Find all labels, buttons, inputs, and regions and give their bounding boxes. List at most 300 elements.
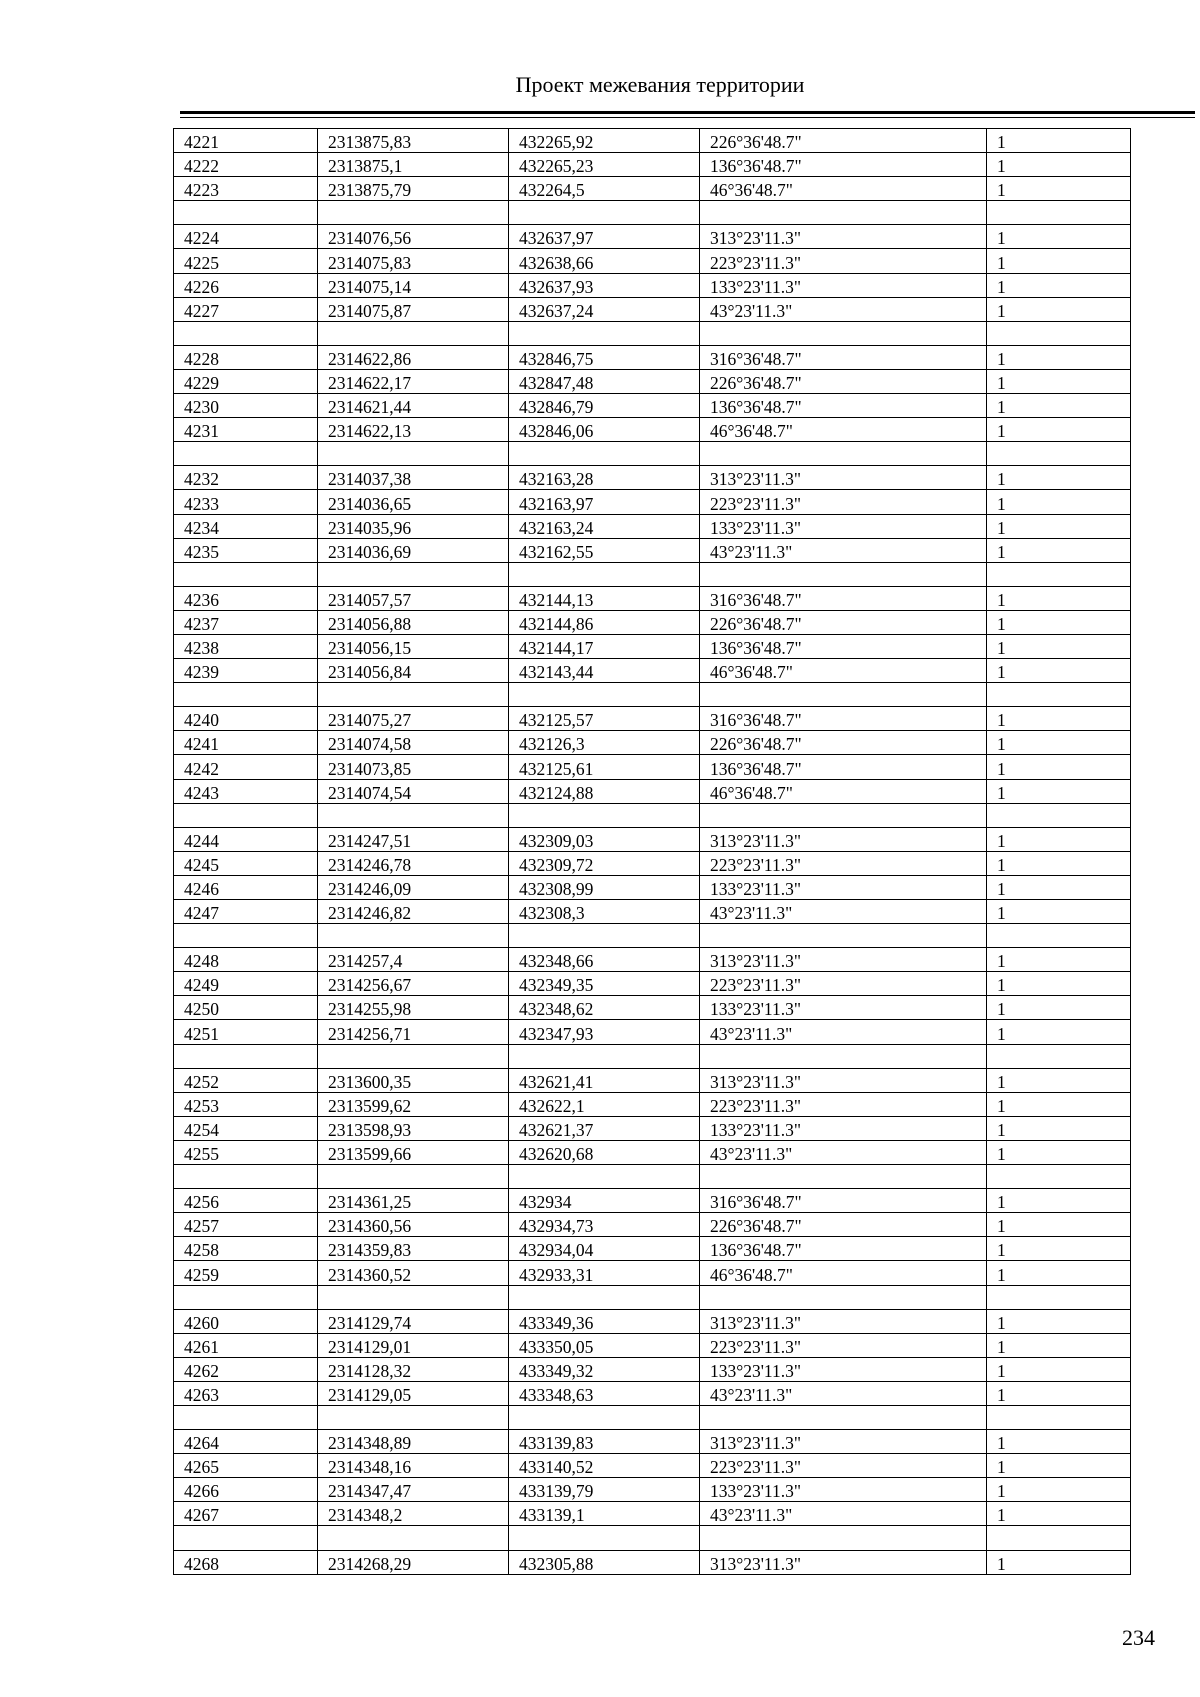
value-cell bbox=[987, 1165, 1131, 1189]
table-row bbox=[174, 1092, 1131, 1116]
point-number-cell: 4235 bbox=[174, 538, 318, 562]
y-coordinate-cell: 433139,83 bbox=[509, 1430, 700, 1454]
value-cell: 1 bbox=[987, 1020, 1131, 1044]
table-row bbox=[174, 1068, 1131, 1092]
direction-angle-cell: 133°23'11.3" bbox=[700, 273, 987, 297]
x-coordinate-cell: 2314268,29 bbox=[318, 1550, 509, 1574]
x-coordinate-cell: 2314076,56 bbox=[318, 225, 509, 249]
x-coordinate-cell: 2314129,74 bbox=[318, 1309, 509, 1333]
y-coordinate-cell: 432144,86 bbox=[509, 610, 700, 634]
value-cell: 1 bbox=[987, 1309, 1131, 1333]
x-coordinate-cell: 2314360,56 bbox=[318, 1213, 509, 1237]
value-cell: 1 bbox=[987, 707, 1131, 731]
direction-angle-cell: 136°36'48.7" bbox=[700, 634, 987, 658]
y-coordinate-cell: 433348,63 bbox=[509, 1381, 700, 1405]
point-number-cell: 4262 bbox=[174, 1357, 318, 1381]
point-number-cell: 4237 bbox=[174, 610, 318, 634]
direction-angle-cell: 313°23'11.3" bbox=[700, 948, 987, 972]
y-coordinate-cell: 433349,32 bbox=[509, 1357, 700, 1381]
y-coordinate-cell: 432934,73 bbox=[509, 1213, 700, 1237]
x-coordinate-cell: 2314075,27 bbox=[318, 707, 509, 731]
separator-row bbox=[174, 562, 1131, 586]
direction-angle-cell: 223°23'11.3" bbox=[700, 1454, 987, 1478]
point-number-cell: 4225 bbox=[174, 249, 318, 273]
x-coordinate-cell: 2314128,32 bbox=[318, 1357, 509, 1381]
y-coordinate-cell: 432846,79 bbox=[509, 394, 700, 418]
value-cell: 1 bbox=[987, 514, 1131, 538]
point-number-cell: 4239 bbox=[174, 659, 318, 683]
y-coordinate-cell: 432309,72 bbox=[509, 851, 700, 875]
direction-angle-cell bbox=[700, 1526, 987, 1550]
x-coordinate-cell bbox=[318, 683, 509, 707]
table-row bbox=[174, 1502, 1131, 1526]
y-coordinate-cell: 432265,23 bbox=[509, 153, 700, 177]
value-cell: 1 bbox=[987, 875, 1131, 899]
x-coordinate-cell: 2314074,54 bbox=[318, 779, 509, 803]
value-cell: 1 bbox=[987, 249, 1131, 273]
y-coordinate-cell: 432144,17 bbox=[509, 634, 700, 658]
x-coordinate-cell: 2313598,93 bbox=[318, 1116, 509, 1140]
y-coordinate-cell: 432847,48 bbox=[509, 369, 700, 393]
point-number-cell: 4261 bbox=[174, 1333, 318, 1357]
y-coordinate-cell: 432163,24 bbox=[509, 514, 700, 538]
point-number-cell: 4267 bbox=[174, 1502, 318, 1526]
y-coordinate-cell: 432143,44 bbox=[509, 659, 700, 683]
direction-angle-cell: 316°36'48.7" bbox=[700, 707, 987, 731]
point-number-cell bbox=[174, 562, 318, 586]
direction-angle-cell: 46°36'48.7" bbox=[700, 779, 987, 803]
value-cell: 1 bbox=[987, 731, 1131, 755]
point-number-cell: 4244 bbox=[174, 827, 318, 851]
direction-angle-cell: 313°23'11.3" bbox=[700, 1068, 987, 1092]
point-number-cell: 4231 bbox=[174, 418, 318, 442]
table-row bbox=[174, 225, 1131, 249]
x-coordinate-cell bbox=[318, 1526, 509, 1550]
table-row bbox=[174, 972, 1131, 996]
direction-angle-cell: 46°36'48.7" bbox=[700, 177, 987, 201]
y-coordinate-cell: 432305,88 bbox=[509, 1550, 700, 1574]
value-cell bbox=[987, 1405, 1131, 1429]
y-coordinate-cell: 432637,24 bbox=[509, 297, 700, 321]
value-cell: 1 bbox=[987, 490, 1131, 514]
x-coordinate-cell bbox=[318, 1405, 509, 1429]
point-number-cell: 4266 bbox=[174, 1478, 318, 1502]
x-coordinate-cell bbox=[318, 442, 509, 466]
direction-angle-cell: 136°36'48.7" bbox=[700, 1237, 987, 1261]
value-cell: 1 bbox=[987, 900, 1131, 924]
y-coordinate-cell bbox=[509, 321, 700, 345]
table-row bbox=[174, 1189, 1131, 1213]
value-cell: 1 bbox=[987, 1357, 1131, 1381]
direction-angle-cell: 133°23'11.3" bbox=[700, 875, 987, 899]
table-row bbox=[174, 466, 1131, 490]
y-coordinate-cell: 432163,28 bbox=[509, 466, 700, 490]
point-number-cell: 4234 bbox=[174, 514, 318, 538]
table-row bbox=[174, 394, 1131, 418]
coordinates-table-body bbox=[174, 129, 1131, 1575]
point-number-cell bbox=[174, 1044, 318, 1068]
direction-angle-cell bbox=[700, 924, 987, 948]
x-coordinate-cell bbox=[318, 924, 509, 948]
direction-angle-cell: 43°23'11.3" bbox=[700, 1502, 987, 1526]
table-row bbox=[174, 948, 1131, 972]
x-coordinate-cell: 2314361,25 bbox=[318, 1189, 509, 1213]
x-coordinate-cell: 2313875,83 bbox=[318, 129, 509, 153]
table-row bbox=[174, 731, 1131, 755]
direction-angle-cell: 223°23'11.3" bbox=[700, 1333, 987, 1357]
value-cell bbox=[987, 683, 1131, 707]
y-coordinate-cell: 432934,04 bbox=[509, 1237, 700, 1261]
value-cell: 1 bbox=[987, 394, 1131, 418]
value-cell: 1 bbox=[987, 273, 1131, 297]
y-coordinate-cell: 432125,57 bbox=[509, 707, 700, 731]
x-coordinate-cell: 2314073,85 bbox=[318, 755, 509, 779]
x-coordinate-cell: 2314056,88 bbox=[318, 610, 509, 634]
direction-angle-cell: 313°23'11.3" bbox=[700, 1430, 987, 1454]
point-number-cell: 4232 bbox=[174, 466, 318, 490]
y-coordinate-cell bbox=[509, 1405, 700, 1429]
page-number: 234 bbox=[1122, 1625, 1155, 1650]
direction-angle-cell bbox=[700, 442, 987, 466]
x-coordinate-cell: 2314622,13 bbox=[318, 418, 509, 442]
y-coordinate-cell: 432163,97 bbox=[509, 490, 700, 514]
y-coordinate-cell: 433139,79 bbox=[509, 1478, 700, 1502]
y-coordinate-cell: 433349,36 bbox=[509, 1309, 700, 1333]
separator-row bbox=[174, 201, 1131, 225]
y-coordinate-cell bbox=[509, 442, 700, 466]
x-coordinate-cell: 2313599,62 bbox=[318, 1092, 509, 1116]
point-number-cell: 4236 bbox=[174, 586, 318, 610]
y-coordinate-cell: 433140,52 bbox=[509, 1454, 700, 1478]
table-row bbox=[174, 345, 1131, 369]
table-row bbox=[174, 610, 1131, 634]
value-cell: 1 bbox=[987, 827, 1131, 851]
table-row bbox=[174, 273, 1131, 297]
y-coordinate-cell bbox=[509, 803, 700, 827]
value-cell: 1 bbox=[987, 297, 1131, 321]
y-coordinate-cell: 432622,1 bbox=[509, 1092, 700, 1116]
table-row bbox=[174, 1333, 1131, 1357]
point-number-cell: 4241 bbox=[174, 731, 318, 755]
point-number-cell: 4255 bbox=[174, 1140, 318, 1164]
y-coordinate-cell: 432126,3 bbox=[509, 731, 700, 755]
direction-angle-cell: 46°36'48.7" bbox=[700, 418, 987, 442]
x-coordinate-cell bbox=[318, 1165, 509, 1189]
x-coordinate-cell: 2314257,4 bbox=[318, 948, 509, 972]
value-cell: 1 bbox=[987, 177, 1131, 201]
point-number-cell: 4256 bbox=[174, 1189, 318, 1213]
point-number-cell bbox=[174, 1405, 318, 1429]
direction-angle-cell bbox=[700, 683, 987, 707]
point-number-cell: 4264 bbox=[174, 1430, 318, 1454]
direction-angle-cell: 313°23'11.3" bbox=[700, 827, 987, 851]
table-row bbox=[174, 153, 1131, 177]
point-number-cell bbox=[174, 1165, 318, 1189]
value-cell: 1 bbox=[987, 1189, 1131, 1213]
point-number-cell: 4254 bbox=[174, 1116, 318, 1140]
x-coordinate-cell: 2314037,38 bbox=[318, 466, 509, 490]
x-coordinate-cell: 2314347,47 bbox=[318, 1478, 509, 1502]
direction-angle-cell: 43°23'11.3" bbox=[700, 1140, 987, 1164]
x-coordinate-cell: 2314360,52 bbox=[318, 1261, 509, 1285]
point-number-cell: 4265 bbox=[174, 1454, 318, 1478]
point-number-cell: 4233 bbox=[174, 490, 318, 514]
x-coordinate-cell: 2314056,15 bbox=[318, 634, 509, 658]
table-row bbox=[174, 1020, 1131, 1044]
value-cell bbox=[987, 321, 1131, 345]
y-coordinate-cell: 432934 bbox=[509, 1189, 700, 1213]
x-coordinate-cell: 2314359,83 bbox=[318, 1237, 509, 1261]
direction-angle-cell bbox=[700, 321, 987, 345]
x-coordinate-cell: 2314348,89 bbox=[318, 1430, 509, 1454]
y-coordinate-cell: 432309,03 bbox=[509, 827, 700, 851]
direction-angle-cell: 133°23'11.3" bbox=[700, 1116, 987, 1140]
value-cell: 1 bbox=[987, 129, 1131, 153]
value-cell: 1 bbox=[987, 153, 1131, 177]
point-number-cell bbox=[174, 442, 318, 466]
value-cell bbox=[987, 562, 1131, 586]
x-coordinate-cell bbox=[318, 1044, 509, 1068]
direction-angle-cell: 226°36'48.7" bbox=[700, 369, 987, 393]
x-coordinate-cell: 2313600,35 bbox=[318, 1068, 509, 1092]
point-number-cell: 4238 bbox=[174, 634, 318, 658]
x-coordinate-cell: 2314246,78 bbox=[318, 851, 509, 875]
coordinates-table bbox=[173, 128, 1131, 1575]
y-coordinate-cell: 432144,13 bbox=[509, 586, 700, 610]
x-coordinate-cell: 2314075,14 bbox=[318, 273, 509, 297]
point-number-cell: 4263 bbox=[174, 1381, 318, 1405]
point-number-cell: 4240 bbox=[174, 707, 318, 731]
direction-angle-cell: 316°36'48.7" bbox=[700, 345, 987, 369]
value-cell: 1 bbox=[987, 996, 1131, 1020]
direction-angle-cell: 136°36'48.7" bbox=[700, 153, 987, 177]
table-row bbox=[174, 996, 1131, 1020]
value-cell: 1 bbox=[987, 345, 1131, 369]
x-coordinate-cell: 2314075,83 bbox=[318, 249, 509, 273]
point-number-cell: 4257 bbox=[174, 1213, 318, 1237]
table-row bbox=[174, 779, 1131, 803]
point-number-cell: 4224 bbox=[174, 225, 318, 249]
point-number-cell: 4221 bbox=[174, 129, 318, 153]
table-row bbox=[174, 1357, 1131, 1381]
separator-row bbox=[174, 924, 1131, 948]
x-coordinate-cell: 2313599,66 bbox=[318, 1140, 509, 1164]
direction-angle-cell: 133°23'11.3" bbox=[700, 996, 987, 1020]
value-cell bbox=[987, 1044, 1131, 1068]
value-cell: 1 bbox=[987, 610, 1131, 634]
y-coordinate-cell bbox=[509, 1285, 700, 1309]
direction-angle-cell: 226°36'48.7" bbox=[700, 731, 987, 755]
y-coordinate-cell: 432846,06 bbox=[509, 418, 700, 442]
point-number-cell bbox=[174, 201, 318, 225]
y-coordinate-cell: 432264,5 bbox=[509, 177, 700, 201]
value-cell: 1 bbox=[987, 466, 1131, 490]
value-cell: 1 bbox=[987, 1116, 1131, 1140]
value-cell: 1 bbox=[987, 1454, 1131, 1478]
x-coordinate-cell: 2314256,71 bbox=[318, 1020, 509, 1044]
direction-angle-cell: 43°23'11.3" bbox=[700, 538, 987, 562]
y-coordinate-cell: 432308,99 bbox=[509, 875, 700, 899]
direction-angle-cell bbox=[700, 201, 987, 225]
table-row bbox=[174, 418, 1131, 442]
separator-row bbox=[174, 1405, 1131, 1429]
table-row bbox=[174, 514, 1131, 538]
direction-angle-cell: 223°23'11.3" bbox=[700, 1092, 987, 1116]
separator-row bbox=[174, 1044, 1131, 1068]
x-coordinate-cell: 2314247,51 bbox=[318, 827, 509, 851]
value-cell bbox=[987, 1526, 1131, 1550]
y-coordinate-cell: 433350,05 bbox=[509, 1333, 700, 1357]
separator-row bbox=[174, 442, 1131, 466]
y-coordinate-cell: 432124,88 bbox=[509, 779, 700, 803]
value-cell bbox=[987, 803, 1131, 827]
y-coordinate-cell: 432308,3 bbox=[509, 900, 700, 924]
direction-angle-cell: 313°23'11.3" bbox=[700, 1309, 987, 1333]
direction-angle-cell: 226°36'48.7" bbox=[700, 610, 987, 634]
table-row bbox=[174, 755, 1131, 779]
point-number-cell bbox=[174, 683, 318, 707]
value-cell bbox=[987, 442, 1131, 466]
direction-angle-cell: 133°23'11.3" bbox=[700, 514, 987, 538]
y-coordinate-cell: 432349,35 bbox=[509, 972, 700, 996]
value-cell: 1 bbox=[987, 369, 1131, 393]
point-number-cell bbox=[174, 1285, 318, 1309]
point-number-cell: 4227 bbox=[174, 297, 318, 321]
x-coordinate-cell: 2314256,67 bbox=[318, 972, 509, 996]
x-coordinate-cell: 2314255,98 bbox=[318, 996, 509, 1020]
direction-angle-cell: 316°36'48.7" bbox=[700, 1189, 987, 1213]
table-row bbox=[174, 1550, 1131, 1574]
table-row bbox=[174, 634, 1131, 658]
point-number-cell: 4251 bbox=[174, 1020, 318, 1044]
direction-angle-cell: 313°23'11.3" bbox=[700, 1550, 987, 1574]
value-cell: 1 bbox=[987, 1237, 1131, 1261]
y-coordinate-cell: 432265,92 bbox=[509, 129, 700, 153]
value-cell: 1 bbox=[987, 1068, 1131, 1092]
y-coordinate-cell bbox=[509, 683, 700, 707]
y-coordinate-cell: 432162,55 bbox=[509, 538, 700, 562]
value-cell: 1 bbox=[987, 1550, 1131, 1574]
table-row bbox=[174, 1237, 1131, 1261]
value-cell bbox=[987, 201, 1131, 225]
x-coordinate-cell: 2314622,17 bbox=[318, 369, 509, 393]
y-coordinate-cell: 432348,66 bbox=[509, 948, 700, 972]
separator-row bbox=[174, 321, 1131, 345]
value-cell: 1 bbox=[987, 1502, 1131, 1526]
separator-row bbox=[174, 1165, 1131, 1189]
y-coordinate-cell bbox=[509, 1526, 700, 1550]
direction-angle-cell: 46°36'48.7" bbox=[700, 659, 987, 683]
value-cell: 1 bbox=[987, 851, 1131, 875]
direction-angle-cell: 223°23'11.3" bbox=[700, 490, 987, 514]
point-number-cell: 4250 bbox=[174, 996, 318, 1020]
table-row bbox=[174, 1478, 1131, 1502]
separator-row bbox=[174, 1526, 1131, 1550]
separator-row bbox=[174, 683, 1131, 707]
y-coordinate-cell: 433139,1 bbox=[509, 1502, 700, 1526]
point-number-cell bbox=[174, 1526, 318, 1550]
direction-angle-cell: 223°23'11.3" bbox=[700, 851, 987, 875]
value-cell: 1 bbox=[987, 1140, 1131, 1164]
table-row bbox=[174, 490, 1131, 514]
y-coordinate-cell: 432621,37 bbox=[509, 1116, 700, 1140]
value-cell: 1 bbox=[987, 1092, 1131, 1116]
direction-angle-cell bbox=[700, 1044, 987, 1068]
x-coordinate-cell bbox=[318, 562, 509, 586]
direction-angle-cell bbox=[700, 803, 987, 827]
point-number-cell: 4260 bbox=[174, 1309, 318, 1333]
y-coordinate-cell bbox=[509, 201, 700, 225]
value-cell: 1 bbox=[987, 225, 1131, 249]
x-coordinate-cell: 2314057,57 bbox=[318, 586, 509, 610]
direction-angle-cell: 43°23'11.3" bbox=[700, 1381, 987, 1405]
table-row bbox=[174, 1140, 1131, 1164]
table-row bbox=[174, 177, 1131, 201]
point-number-cell: 4226 bbox=[174, 273, 318, 297]
table-row bbox=[174, 707, 1131, 731]
direction-angle-cell: 223°23'11.3" bbox=[700, 249, 987, 273]
direction-angle-cell: 136°36'48.7" bbox=[700, 394, 987, 418]
value-cell bbox=[987, 1285, 1131, 1309]
y-coordinate-cell: 432638,66 bbox=[509, 249, 700, 273]
direction-angle-cell: 316°36'48.7" bbox=[700, 586, 987, 610]
x-coordinate-cell: 2314075,87 bbox=[318, 297, 509, 321]
point-number-cell: 4252 bbox=[174, 1068, 318, 1092]
direction-angle-cell: 136°36'48.7" bbox=[700, 755, 987, 779]
point-number-cell: 4222 bbox=[174, 153, 318, 177]
point-number-cell: 4268 bbox=[174, 1550, 318, 1574]
direction-angle-cell: 226°36'48.7" bbox=[700, 129, 987, 153]
value-cell: 1 bbox=[987, 972, 1131, 996]
y-coordinate-cell: 432347,93 bbox=[509, 1020, 700, 1044]
y-coordinate-cell bbox=[509, 924, 700, 948]
x-coordinate-cell bbox=[318, 321, 509, 345]
table-row bbox=[174, 369, 1131, 393]
point-number-cell bbox=[174, 321, 318, 345]
y-coordinate-cell bbox=[509, 1044, 700, 1068]
x-coordinate-cell: 2314348,2 bbox=[318, 1502, 509, 1526]
y-coordinate-cell: 432125,61 bbox=[509, 755, 700, 779]
value-cell: 1 bbox=[987, 659, 1131, 683]
point-number-cell: 4259 bbox=[174, 1261, 318, 1285]
point-number-cell: 4223 bbox=[174, 177, 318, 201]
table-row bbox=[174, 297, 1131, 321]
x-coordinate-cell: 2314621,44 bbox=[318, 394, 509, 418]
table-row bbox=[174, 129, 1131, 153]
y-coordinate-cell bbox=[509, 562, 700, 586]
x-coordinate-cell: 2314129,01 bbox=[318, 1333, 509, 1357]
direction-angle-cell bbox=[700, 1285, 987, 1309]
table-row bbox=[174, 827, 1131, 851]
direction-angle-cell: 313°23'11.3" bbox=[700, 466, 987, 490]
y-coordinate-cell: 432637,97 bbox=[509, 225, 700, 249]
x-coordinate-cell bbox=[318, 201, 509, 225]
point-number-cell: 4253 bbox=[174, 1092, 318, 1116]
direction-angle-cell: 43°23'11.3" bbox=[700, 900, 987, 924]
point-number-cell bbox=[174, 803, 318, 827]
direction-angle-cell: 43°23'11.3" bbox=[700, 1020, 987, 1044]
direction-angle-cell: 46°36'48.7" bbox=[700, 1261, 987, 1285]
table-row bbox=[174, 1116, 1131, 1140]
header-rule-thick bbox=[180, 111, 1195, 114]
table-row bbox=[174, 249, 1131, 273]
x-coordinate-cell: 2313875,79 bbox=[318, 177, 509, 201]
y-coordinate-cell bbox=[509, 1165, 700, 1189]
point-number-cell: 4258 bbox=[174, 1237, 318, 1261]
y-coordinate-cell: 432621,41 bbox=[509, 1068, 700, 1092]
direction-angle-cell: 223°23'11.3" bbox=[700, 972, 987, 996]
table-row bbox=[174, 659, 1131, 683]
